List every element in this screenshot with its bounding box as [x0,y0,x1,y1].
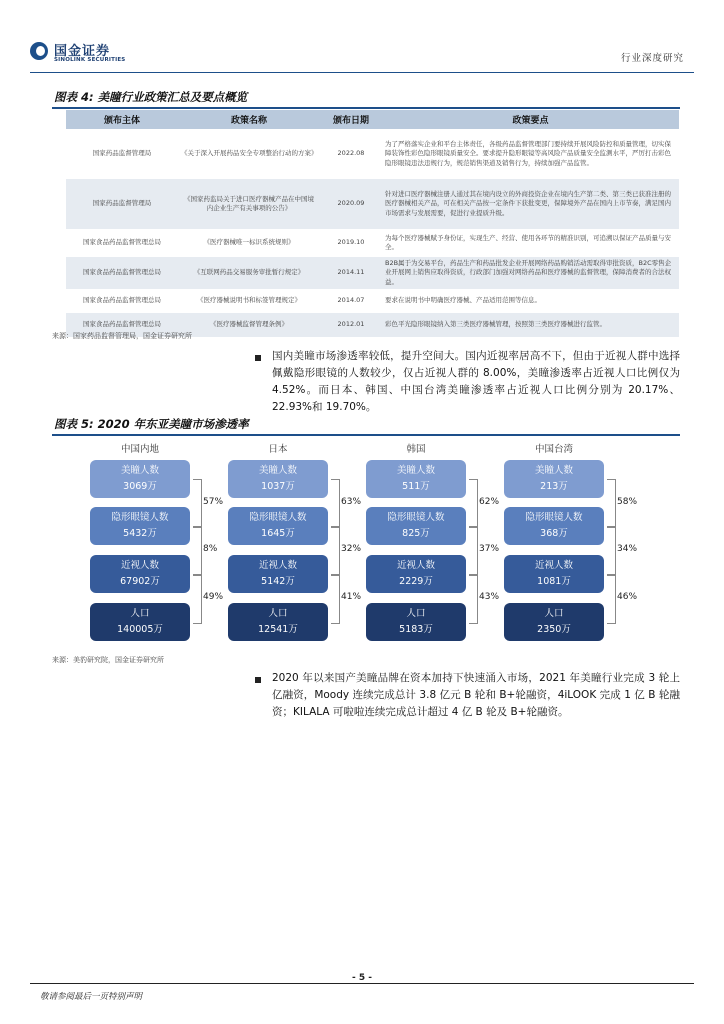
metric-box [228,555,328,593]
metric-value: 825万 [402,528,430,539]
metric-value: 5432万 [123,528,157,539]
metric-label: 近视人数 [258,560,297,571]
table-cell-points: 要求在说明书中明确医疗器械、产品适用范围等信息。 [382,289,679,313]
table-header: 颁布主体 [66,110,178,129]
metric-label: 隐形眼镜人数 [111,512,169,523]
metric-label: 美瞳人数 [120,465,159,476]
metric-value: 1645万 [261,528,295,539]
table-cell-name: 《医疗器械说明书和标签管理规定》 [178,289,320,313]
table-cell-body: 国家药品监督管理局 [66,179,178,229]
page-number: - 5 - [352,973,372,983]
region-label: 中国内地 [120,444,159,455]
metric-value: 1081万 [537,576,571,587]
metric-label: 美瞳人数 [396,465,435,476]
table-cell-name: 《医疗器械监督管理条例》 [178,313,320,337]
metric-label: 隐形眼镜人数 [249,512,307,523]
table-cell-points: 为了严格落实企业和平台主体责任，各级药品监督管理部门要持续开展风险防控和质量管理，切实保障装饰性彩色隐形眼镜质量安全。要求提升隐形眼镜等高风险产品质量安全监测水平，严厉打击彩色隐形眼镜违法违规行为，规范销售渠道及销售行为，持续加强产品监管。 [382,129,679,179]
metric-label: 人口 [130,608,150,619]
metric-label: 人口 [268,608,288,619]
metric-value: 511万 [402,481,430,492]
metric-value: 5183万 [399,624,433,635]
figure5-title: 图表 5: 2020 年东亚美瞳市场渗透率 [52,416,680,436]
table-row [66,129,679,179]
region-label: 日本 [268,444,288,455]
bullet-icon [255,355,261,361]
metric-value: 2229万 [399,576,433,587]
table-cell-date: 2014.07 [320,289,382,313]
ratio-bracket [469,479,478,528]
ratio-label: 32% [341,544,362,554]
metric-value: 140005万 [117,624,163,635]
table-cell-date: 2014.11 [320,257,382,289]
ratio-label: 8% [203,544,218,554]
ratio-label: 57% [203,496,224,507]
metric-value: 2350万 [537,624,571,635]
metric-box [504,460,604,498]
ratio-label: 43% [479,592,500,602]
paragraph-financing: 2020 年以来国产美瞳品牌在资本加持下快速涌入市场，2021 年美瞳行业完成 3 轮上亿融资，Moody 连续完成总计 3.8 亿元 B 轮和 B+轮融资，4iLOOK 完成 1 亿 B 轮融资；KILALA 可啦啦连续完成总计超过 4 亿 B 轮及 B+轮融资。 [272,672,680,718]
table-cell-points: 为每个医疗器械赋予身份证，实现生产、经营、使用各环节的精准识别，可追溯以保证产品质量与安全。 [382,229,679,257]
ratio-bracket [331,574,340,624]
metric-value: 5142万 [261,576,295,587]
ratio-bracket [607,526,616,576]
bullet-icon [255,677,261,683]
metric-label: 近视人数 [396,560,435,571]
metric-label: 隐形眼镜人数 [525,512,583,523]
ratio-label: 62% [479,496,500,507]
ratio-bracket [469,574,478,624]
metric-box [90,507,190,545]
table-cell-points: B2B属于为交易平台，药品生产和药品批发企业开展网络药品购销活动需取得审批资质，B2C零售企业开展网上销售应取得资质，行政部门加强对网络药品和医疗器械的监督管理，保障消费者的合法权益。 [382,257,679,289]
company-logo-icon [30,42,48,60]
metric-box [90,555,190,593]
figure4-title: 图表 4: 美瞳行业政策汇总及要点概览 [52,89,680,109]
table-cell-name: 《互联网药品交易服务审批暂行规定》 [178,257,320,289]
region-label: 韩国 [406,444,426,455]
ratio-label: 58% [617,496,638,507]
metric-label: 美瞳人数 [534,465,573,476]
ratio-label: 63% [341,496,362,507]
ratio-bracket [469,526,478,576]
ratio-bracket [193,574,202,624]
paragraph-penetration: 国内美瞳市场渗透率较低，提升空间大。国内近视率居高不下，但由于近视人群中选择佩戴隐形眼镜的人数较少，仅占近视人群的 8.00%，美瞳渗透率占近视人口比例仅为 4.52%。而日本、韩国、中国台湾美瞳渗透率占近视人口比例分别为 20.17%、22.93%和 19.70%。 [272,350,680,413]
policy-table [66,110,679,337]
metric-label: 近视人数 [120,560,159,571]
logo-text-en: SINOLINK SECURITIES [54,57,126,63]
table-row [66,229,679,257]
ratio-label: 49% [203,592,224,602]
table-cell-date: 2012.01 [320,313,382,337]
table-cell-body: 国家食品药品监督管理总局 [66,229,178,257]
table-row [66,257,679,289]
ratio-bracket [607,479,616,528]
figure5-source: 来源：美豹研究院，国金证券研究所 [52,656,164,664]
metric-box [228,603,328,641]
region-label: 中国台湾 [534,444,573,455]
metric-box [504,507,604,545]
table-cell-body: 国家食品药品监督管理总局 [66,257,178,289]
table-cell-points: 彩色平光隐形眼镜纳入第三类医疗器械管理，按照第三类医疗器械进行监管。 [382,313,679,337]
table-cell-date: 2020.09 [320,179,382,229]
metric-value: 368万 [540,528,568,539]
table-cell-points: 针对进口医疗器械注册人通过其在境内设立的外商投资企业在境内生产第二类、第三类已获准注册的医疗器械相关产品，可在相关产品按一定条件下获批变更，保障境外产品在国内上市节奏，满足国内市场需求与发展需要，促进行业提质升级。 [382,179,679,229]
metric-label: 隐形眼镜人数 [387,512,445,523]
table-row [66,289,679,313]
metric-label: 人口 [406,608,426,619]
metric-value: 213万 [540,481,568,492]
table-cell-date: 2022.08 [320,129,382,179]
table-header: 颁布日期 [320,110,382,129]
metric-label: 近视人数 [534,560,573,571]
metric-value: 12541万 [258,624,298,635]
metric-box [90,460,190,498]
footer-divider [30,983,694,984]
ratio-bracket [331,526,340,576]
ratio-label: 46% [617,592,638,602]
metric-box [228,507,328,545]
ratio-bracket [607,574,616,624]
ratio-bracket [193,479,202,528]
ratio-bracket [331,479,340,528]
metric-box [504,555,604,593]
metric-value: 67902万 [120,576,160,587]
table-cell-body: 国家药品监督管理局 [66,129,178,179]
table-row [66,179,679,229]
ratio-label: 37% [479,544,500,554]
logo-text-cn: 国金证券 [54,44,111,59]
ratio-label: 41% [341,592,362,602]
table-cell-body: 国家食品药品监督管理总局 [66,289,178,313]
disclaimer: 敬请参阅最后一页特别声明 [40,992,143,1002]
ratio-label: 34% [617,544,638,554]
metric-label: 人口 [544,608,564,619]
metric-box [366,460,466,498]
metric-box [366,507,466,545]
header-divider [30,72,694,73]
table-cell-date: 2019.10 [320,229,382,257]
table-cell-name: 《国家药监局关于进口医疗器械产品在中国境内企业生产有关事项的公告》 [178,179,320,229]
metric-box [366,555,466,593]
table-cell-body: 国家食品药品监督管理总局 [66,313,178,337]
table-cell-name: 《医疗器械唯一标识系统规则》 [178,229,320,257]
report-type: 行业深度研究 [620,53,684,64]
table-header: 政策名称 [178,110,320,129]
metric-box [90,603,190,641]
ratio-bracket [193,526,202,576]
metric-box [366,603,466,641]
metric-value: 1037万 [261,481,295,492]
metric-box [228,460,328,498]
metric-label: 美瞳人数 [258,465,297,476]
table-cell-name: 《关于深入开展药品安全专项整治行动的方案》 [178,129,320,179]
metric-box [504,603,604,641]
figure4-source: 来源：国家药品监督管理局，国金证券研究所 [52,332,192,340]
table-header: 政策要点 [382,110,679,129]
metric-value: 3069万 [123,481,157,492]
